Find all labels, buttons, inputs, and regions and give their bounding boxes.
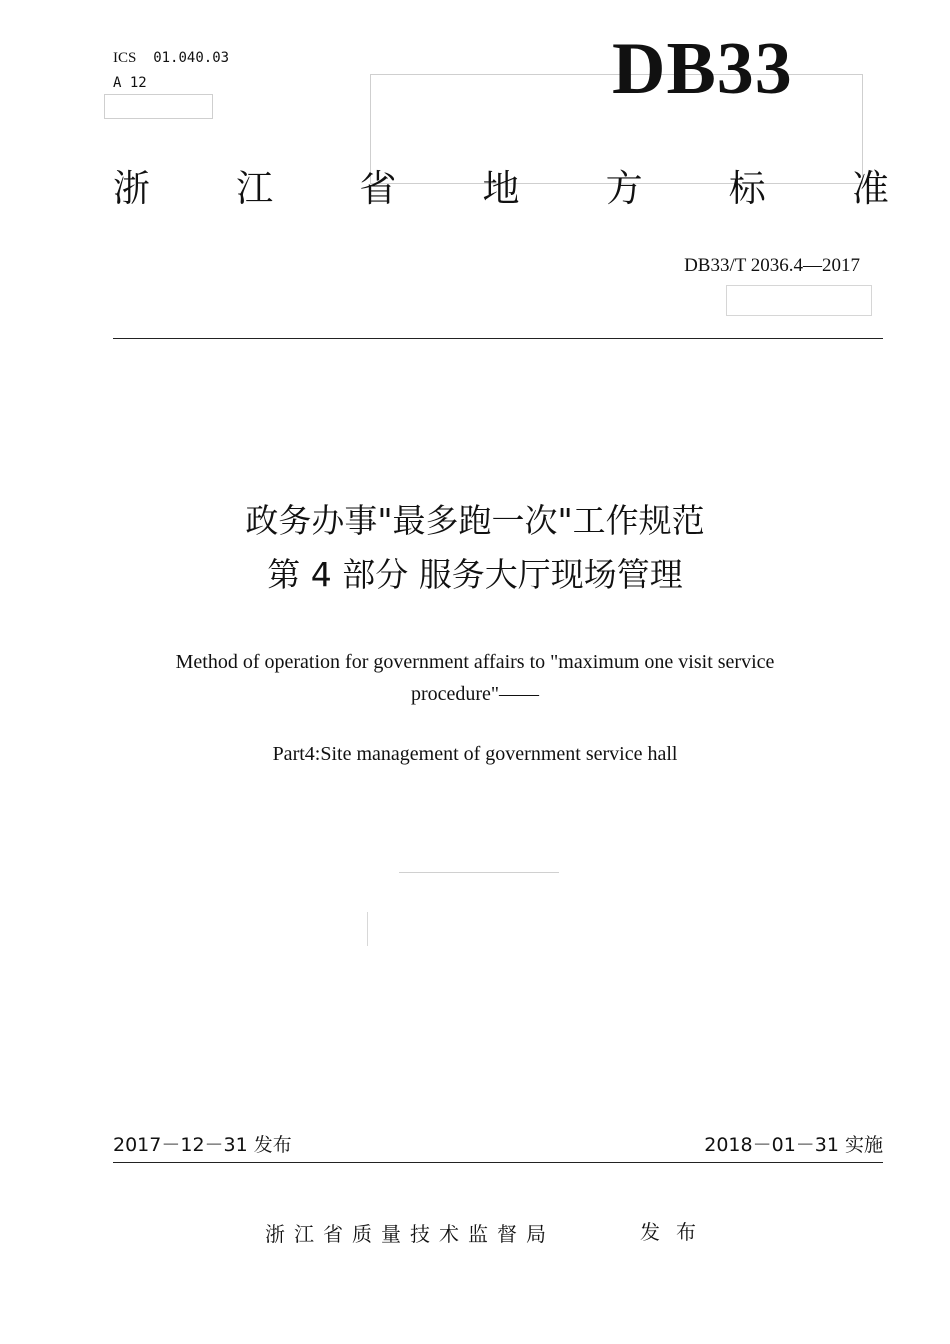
ccs-code: A 12 bbox=[113, 75, 147, 91]
chinese-title-line-2: 第 4 部分 服务大厅现场管理 bbox=[267, 555, 683, 594]
english-title-line-1: Method of operation for government affairs to "maximum one visit service bbox=[175, 651, 775, 673]
record-number-box bbox=[104, 94, 213, 119]
standard-number: DB33/T 2036.4—2017 bbox=[684, 255, 860, 276]
standard-type-heading bbox=[113, 167, 889, 211]
draft-stage-line bbox=[399, 872, 559, 873]
ics-label: ICS bbox=[113, 50, 137, 66]
standard-type-char: 地 bbox=[482, 167, 520, 210]
implementation-date: 2018－01－31 实施 bbox=[704, 1134, 883, 1156]
replacement-number-box bbox=[726, 285, 872, 316]
standard-type-char: 方 bbox=[605, 167, 643, 210]
standard-mark: DB33 bbox=[612, 28, 793, 110]
publish-verb: 发布 bbox=[640, 1220, 712, 1244]
issue-date: 2017－12－31 发布 bbox=[113, 1134, 292, 1156]
english-title-line-2: procedure"—— bbox=[410, 683, 540, 705]
english-part-title: Part4:Site management of government service hall bbox=[272, 743, 678, 765]
english-title bbox=[60, 646, 890, 710]
standard-type-char: 标 bbox=[728, 167, 766, 210]
chinese-title-line-1: 政务办事"最多跑一次"工作规范 bbox=[245, 501, 705, 540]
chinese-title bbox=[100, 494, 850, 602]
ics-code: 01.040.03 bbox=[153, 50, 230, 66]
footer-divider bbox=[113, 1162, 883, 1163]
header-divider bbox=[113, 338, 883, 339]
standard-type-char: 江 bbox=[236, 167, 274, 210]
standard-type-char: 准 bbox=[851, 167, 889, 210]
standard-type-char: 省 bbox=[359, 167, 397, 210]
publisher: 浙江省质量技术监督局 bbox=[265, 1222, 555, 1246]
standard-type-char: 浙 bbox=[113, 167, 150, 210]
ics-classification bbox=[113, 49, 229, 67]
draft-stage-marker bbox=[367, 912, 368, 946]
